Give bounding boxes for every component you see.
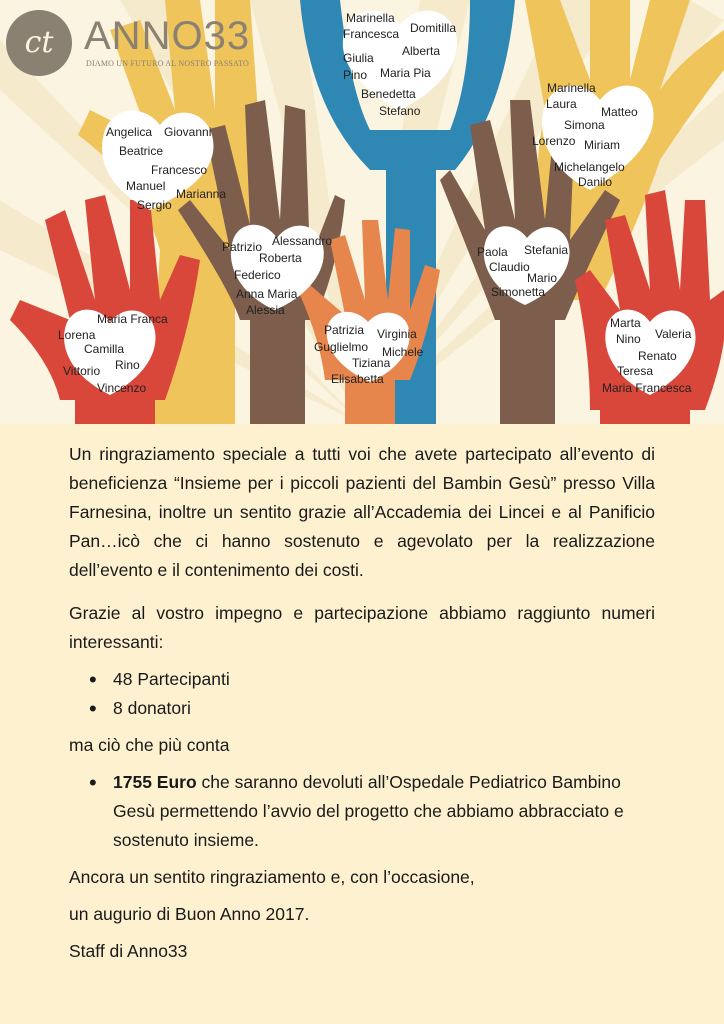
heart-name: Michelangelo xyxy=(554,160,625,174)
heart-name: Anna Maria xyxy=(236,287,298,301)
results-list xyxy=(69,665,655,723)
donation-item xyxy=(69,768,655,855)
heart-name: Stefania xyxy=(524,243,569,257)
heart-name: Guglielmo xyxy=(314,340,369,354)
heart-name: Francesco xyxy=(151,163,208,177)
heart-name: Marianna xyxy=(176,187,227,201)
donation-list xyxy=(69,768,655,855)
heart-name: Danilo xyxy=(578,175,613,189)
heart-name: Patrizia xyxy=(324,323,365,337)
hands-illustration xyxy=(0,0,724,424)
heart-name: Francesca xyxy=(343,27,400,41)
heart-name: Benedetta xyxy=(361,87,416,101)
logo-title: ANNO33 xyxy=(84,14,251,58)
heart-name: Giovanni xyxy=(164,125,212,139)
heart-name: Michele xyxy=(382,345,424,359)
heart-name: Giulia xyxy=(343,51,374,65)
closing-line-2: un augurio di Buon Anno 2017. xyxy=(69,904,310,924)
heart-name: Marinella xyxy=(547,81,596,95)
heart-name: Claudio xyxy=(489,260,530,274)
heart-name: Stefano xyxy=(379,104,421,118)
heart-name: Valeria xyxy=(655,327,692,341)
results-intro: Grazie al vostro impegno e partecipazione abbiamo raggiunto numeri interessanti: xyxy=(69,603,655,652)
heart-name: Federico xyxy=(234,268,281,282)
heart-name: Virginia xyxy=(377,327,417,341)
heart-name: Simona xyxy=(564,118,605,132)
heart-name: Maria Francesca xyxy=(602,381,692,395)
heart-name: Mario xyxy=(527,271,558,285)
heart-name: Teresa xyxy=(617,364,654,378)
heart-name: Marta xyxy=(610,316,641,330)
heart-name: Maria Franca xyxy=(97,312,168,326)
intro-paragraph: Un ringraziamento speciale a tutti voi che avete partecipato all’evento di beneficienza “Insieme per i piccoli pazienti del Bambin Gesù” presso Villa Farnesina, inoltre un sentito grazie all’Accademia dei Lincei e al Panificio Pan…icò che ci hanno sostenuto e agevolato per la realizzazione dell’evento e il contenimento dei costi. xyxy=(69,444,655,580)
heart-name: Domitilla xyxy=(410,21,457,35)
heart-name: Lorena xyxy=(58,328,96,342)
heart-name: Paola xyxy=(477,245,508,259)
heart-name: Alberta xyxy=(402,44,441,58)
heart-name: Maria Pia xyxy=(380,66,431,80)
but-most-line: ma ciò che più conta xyxy=(69,735,230,755)
heart-name: Pino xyxy=(343,68,368,82)
heart-name: Renato xyxy=(638,349,677,363)
heart-name: Elisabetta xyxy=(331,372,384,386)
heart-name: Angelica xyxy=(106,125,153,139)
letter-body xyxy=(69,440,655,966)
heart-name: Sergio xyxy=(137,198,172,212)
heart-name: Laura xyxy=(546,97,577,111)
heart-name: Roberta xyxy=(259,251,302,265)
logo-tagline: DIAMO UN FUTURO AL NOSTRO PASSATO xyxy=(86,59,249,68)
heart-name: Simonetta xyxy=(491,285,546,299)
heart-name: Vincenzo xyxy=(97,381,147,395)
signature: Staff di Anno33 xyxy=(69,941,188,961)
heart-name: Marinella xyxy=(346,11,395,25)
heart-name: Vittorio xyxy=(63,364,101,378)
donation-amount: 1755 Euro xyxy=(113,772,197,792)
heart-name: Matteo xyxy=(601,105,638,119)
anno33-logo xyxy=(6,8,306,78)
heart-name: Alessandro xyxy=(272,234,333,248)
heart-name: Rino xyxy=(115,358,140,372)
heart-name: Lorenzo xyxy=(532,134,576,148)
donation-text: che saranno devoluti all’Ospedale Pediatrico Bambino Gesù permettendo l’avvio del progetto che abbiamo abbracciato e sostenuto insieme. xyxy=(113,772,624,850)
logo-mark: ct xyxy=(6,10,72,76)
heart-name: Nino xyxy=(616,332,641,346)
list-item: • 48 Partecipanti xyxy=(69,665,655,694)
heart-name: Patrizio xyxy=(222,240,263,254)
heart-name: Tiziana xyxy=(352,356,391,370)
heart-name: Miriam xyxy=(584,138,620,152)
heart-name: Manuel xyxy=(126,179,166,193)
heart-name: Alessia xyxy=(246,303,285,317)
heart-name: Beatrice xyxy=(119,144,164,158)
list-item: • 8 donatori xyxy=(69,694,655,723)
closing-line-1: Ancora un sentito ringraziamento e, con l’occasione, xyxy=(69,867,475,887)
heart-name: Camilla xyxy=(84,342,125,356)
